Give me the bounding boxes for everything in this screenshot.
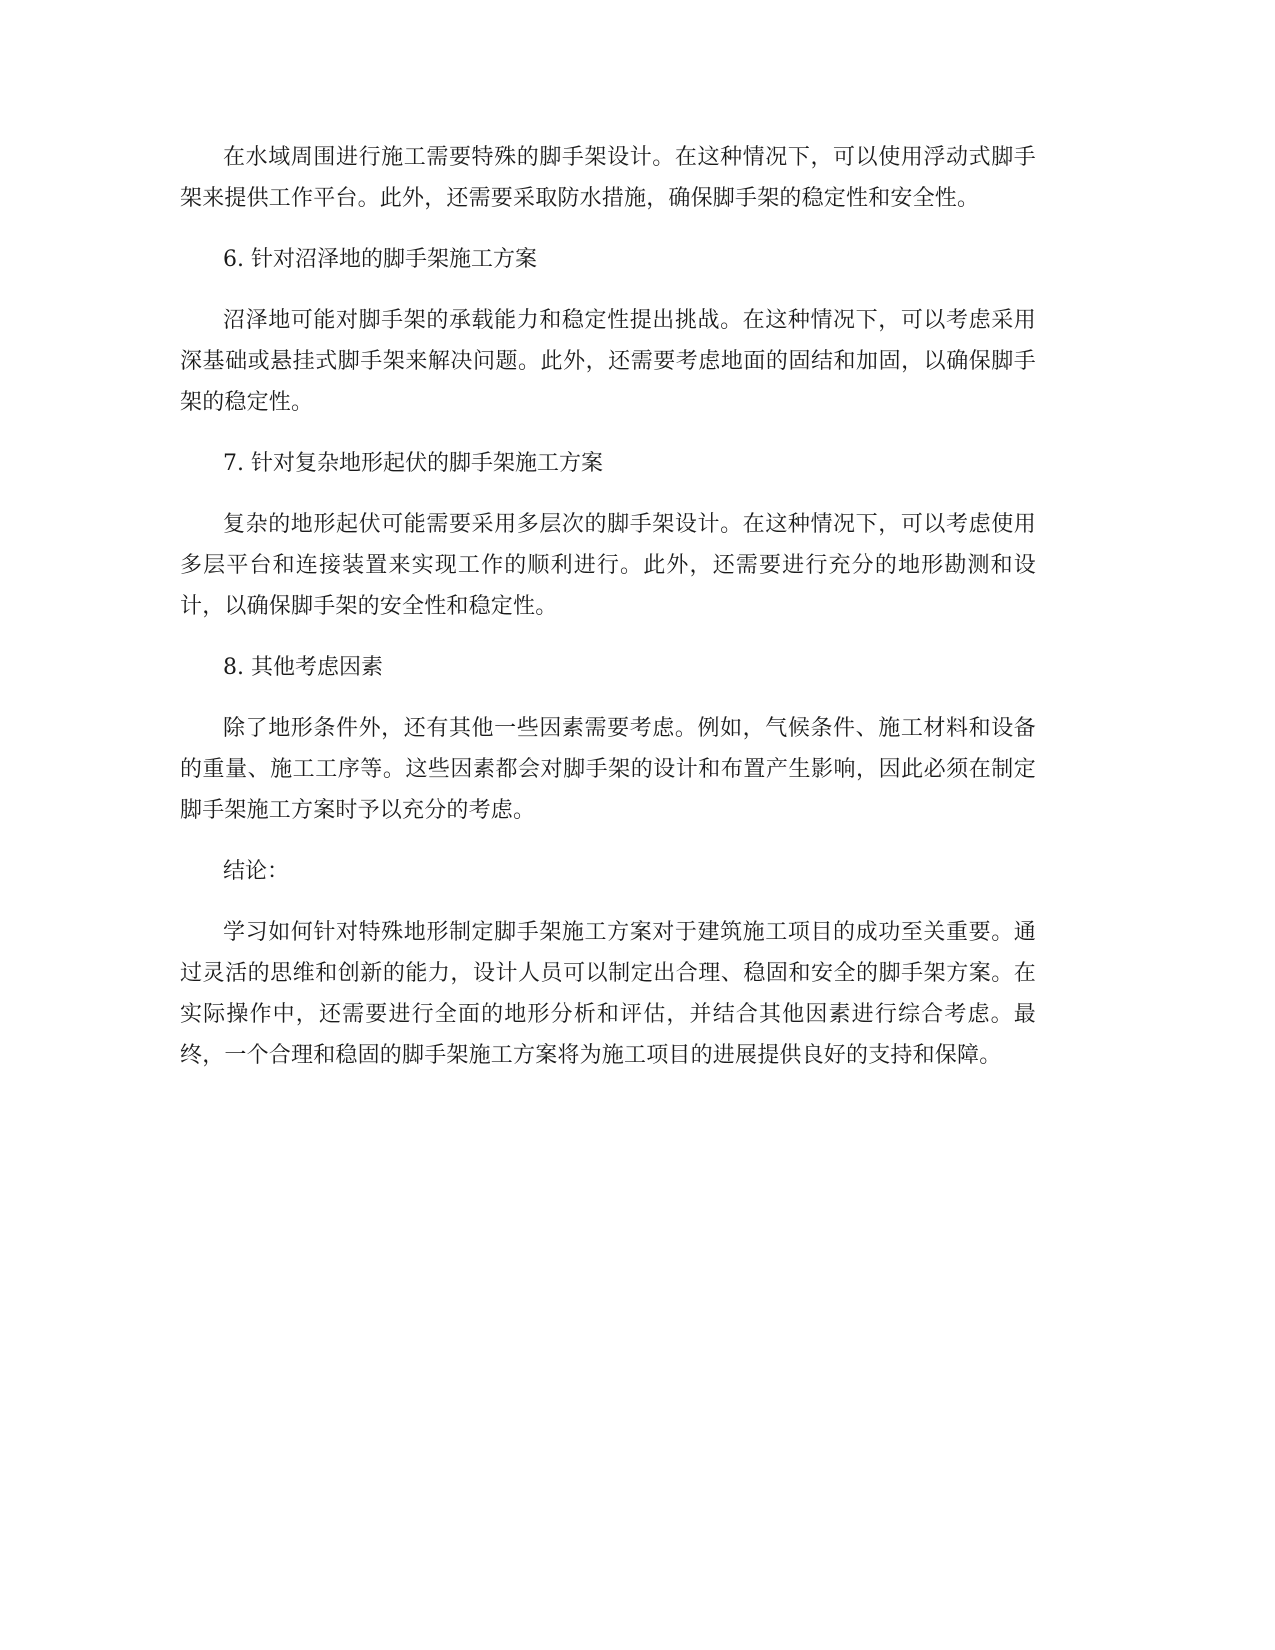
spacer — [180, 688, 1036, 708]
paragraph-complex-terrain: 复杂的地形起伏可能需要采用多层次的脚手架设计。在这种情况下，可以考虑使用多层平台和连接装置来实现工作的顺利进行。此外，还需要进行充分的地形勘测和设计，以确保脚手架的安全性和稳定性。 — [180, 512, 1036, 619]
heading-swamp: 6. 针对沼泽地的脚手架施工方案 — [223, 247, 537, 272]
spacer — [180, 627, 1036, 647]
spacer — [180, 423, 1036, 443]
spacer — [180, 831, 1036, 851]
document-body — [180, 137, 1036, 1076]
heading-complex-terrain: 7. 针对复杂地形起伏的脚手架施工方案 — [223, 451, 603, 476]
spacer — [180, 280, 1036, 300]
spacer — [180, 892, 1036, 912]
heading-other-factors: 8. 其他考虑因素 — [223, 655, 383, 680]
spacer — [180, 219, 1036, 239]
spacer — [180, 484, 1036, 504]
paragraph-water-area: 在水域周围进行施工需要特殊的脚手架设计。在这种情况下，可以使用浮动式脚手架来提供工作平台。此外，还需要采取防水措施，确保脚手架的稳定性和安全性。 — [180, 145, 1036, 211]
paragraph-other-factors: 除了地形条件外，还有其他一些因素需要考虑。例如，气候条件、施工材料和设备的重量、施工工序等。这些因素都会对脚手架的设计和布置产生影响，因此必须在制定脚手架施工方案时予以充分的考虑。 — [180, 716, 1036, 823]
heading-conclusion: 结论： — [223, 859, 290, 884]
paragraph-swamp: 沼泽地可能对脚手架的承载能力和稳定性提出挑战。在这种情况下，可以考虑采用深基础或悬挂式脚手架来解决问题。此外，还需要考虑地面的固结和加固，以确保脚手架的稳定性。 — [180, 308, 1036, 415]
paragraph-conclusion: 学习如何针对特殊地形制定脚手架施工方案对于建筑施工项目的成功至关重要。通过灵活的思维和创新的能力，设计人员可以制定出合理、稳固和安全的脚手架方案。在实际操作中，还需要进行全面的地形分析和评估，并结合其他因素进行综合考虑。最终，一个合理和稳固的脚手架施工方案将为施工项目的进展提供良好的支持和保障。 — [180, 920, 1036, 1068]
